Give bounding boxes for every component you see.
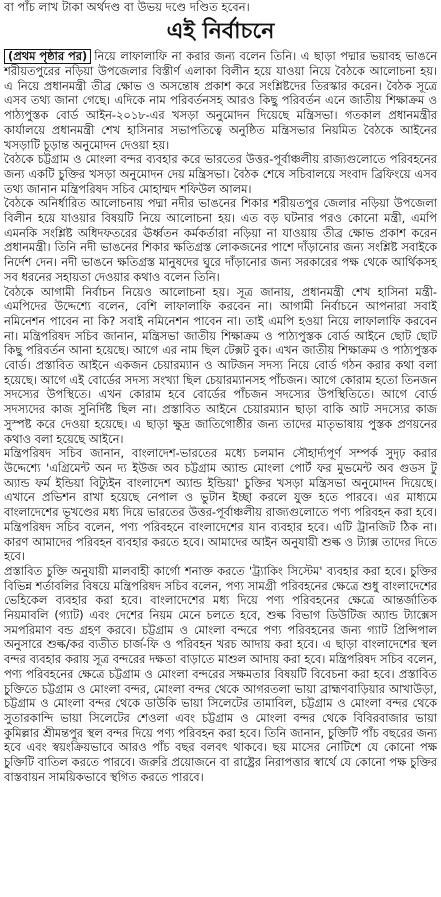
article-paragraph-2: বৈঠকে চট্টগ্রাম ও মোংলা বন্দর ব্যবহার করে ভারতের উত্তর-পূর্বাঞ্চলীয় রাজ্যগুলোতে পরিবহনের জন্য একটি চুক্তির খসড়া অনুমোদন দেয় মন্ত্রিসভা। বৈঠক শেষে সচিবালয়ে সংবাদ ব্রিফিংয়ে এসব তথ্য জানান মন্ত্রিপরিষদ সচিব মোহাম্মদ শফিউল আলম। <box>4 152 437 196</box>
article-paragraph-3: বৈঠকে অনির্ধারিত আলোচনায় পদ্মা নদীর ভাঙনের শিকার শরীয়তপুর জেলার নড়িয়া উপজেলা বিলীন হয়ে যাওয়ার বিষয়টি নিয়ে আলোচনা হয়। এত বড় ঘটনার পরও কোনো মন্ত্রী, এমপি এমনকি সংশ্লিষ্ট অধিদফতরের ঊর্ধ্বতন কর্মকর্তারা নড়িয়া না যাওয়ায় তীব্র ক্ষোভ প্রকাশ করেন প্রধানমন্ত্রী। তিনি নদী ভাঙনের শিকার ক্ষতিগ্রস্ত লোকজনের পাশে দাঁড়ানোর জন্য সংশ্লিষ্ট সবাইকে নির্দেশ দেন। নদী ভাঙনে ক্ষতিগ্রস্ত মানুষদের ঘুরে দাঁড়ানোর জন্য সরকারের পক্ষ থেকে আর্থিকসহ সব ধরনের সহায়তা দেওয়ার কথাও বলেন তিনি। <box>4 196 437 284</box>
article-paragraph-5: মন্ত্রিপরিষদ সচিব জানান, বাংলাদেশ-ভারতের মধ্যে চলমান সৌহার্দ্যপূর্ণ সম্পর্ক সুদৃঢ় করার উদ্দেশ্যে 'এগ্রিমেন্ট অন দ্য ইউজ অব চট্টগ্রাম অ্যান্ড মোংলা পোর্ট ফর মুভমেন্ট অব গুডস টু অ্যান্ড ফর্ম ইন্ডিয়া বিট্যুইন বাংলাদেশ অ্যান্ড ইন্ডিয়া' চুক্তির খসড়া মন্ত্রিসভা অনুমোদন দিয়েছে। এখানে প্রভিশন রাখা হয়েছে নেপাল ও ভুটান ইচ্ছা করলে যুক্ত হতে পারবে। এর মাধ্যমে বাংলাদেশের ভূখণ্ডের মধ্য দিয়ে ভারতের উত্তর-পূর্বাঞ্চলীয় রাজ্যগুলোতে পণ্য পরিবহন করা হবে। মন্ত্রিপরিষদ সচিব বলেন, পণ্য পরিবহনে বাংলাদেশের যান ব্যবহার হবে। এটি ট্রানজিট ঠিক না। কারণ আমাদের পরিবহন ব্যবহার করতে হবে। আমাদের আইন অনুযায়ী শুল্ক ও ট্যাক্স তাদের দিতে হবে। <box>4 446 437 564</box>
continuation-tag: (প্রথম পৃষ্ঠার পর) <box>4 49 91 64</box>
article-paragraph-1 <box>4 49 437 152</box>
article-paragraph-4: বৈঠকে আগামী নির্বাচন নিয়েও আলোচনা হয়। সূত্র জানায়, প্রধানমন্ত্রী শেখ হাসিনা মন্ত্রী-এমপিদের উদ্দেশ্যে বলেন, বেশি লাফালাফি করবেন না। আগামী নির্বাচনে আপনারা সবাই নমিনেশন পাবেন না কি? সবাই নমিনেশন পাবেন না। তাই এমপি হওয়া নিয়ে লাফালাফি করবেন না। মন্ত্রিপরিষদ সচিব জানান, মন্ত্রিসভা জাতীয় শিক্ষাক্রম ও পাঠ্যপুস্তক বোর্ড আইনে ছোট ছোট কিছু পরিবর্তন আনা হয়েছে। আগে এর নাম ছিল টেক্সট বুক। এখন জাতীয় শিক্ষাক্রম ও পাঠ্যপুস্তক বোর্ড। প্রস্তাবিত আইনে একজন চেয়ারম্যান ও আটজন সদস্য নিয়ে বোর্ড গঠন করার কথা বলা হয়েছে। আগে এই বোর্ডের সদস্য সংখ্যা ছিল চেয়ারম্যানসহ পাঁচজন। আগে কোরাম হতো তিনজন সদস্যের উপস্থিতে। এখন কোরাম হবে বোর্ডের পাঁচজন সদস্যের উপস্থিতিতে। আগে বোর্ড সদস্যদের কাজ সুনির্দিষ্ট ছিল না। প্রস্তাবিত আইনে চেয়ারম্যান ছাড়া বাকি আট সদস্যের কাজ সুস্পষ্ট করে দেওয়া হয়েছে। এ ছাড়া ক্ষুদ্র জাতিগোষ্ঠীর জন্য তাদের মাতৃভাষায় পুস্তক প্রণয়নের কথাও বলা হয়েছে আইনে। <box>4 284 437 446</box>
article-body <box>4 49 437 784</box>
article-paragraph-6: প্রস্তাবিত চুক্তি অনুযায়ী মালবাহী কার্গো শনাক্ত করতে 'ট্র্যাকিং সিস্টেম' ব্যবহার করা হবে। চুক্তির বিভিন্ন শর্তাবলির বিষয়ে মন্ত্রিপরিষদ সচিব বলেন, পণ্য সামগ্রী পরিবহনের ক্ষেত্রে শুধু বাংলাদেশের ভেহিকেল ব্যবহার করা হবে। বাংলাদেশের মধ্য দিয়ে পণ্য পরিবহনের ক্ষেত্রে আন্তর্জাতিক নিয়মাবলি (গ্যাট) এবং দেশের নিয়ম মেনে চলতে হবে, শুল্ক বিভাগ ডিউটিজ অ্যান্ড ট্যাক্সেস সমপরিমাণ বন্ড গ্রহণ করবে। চট্টগ্রাম ও মোংলা বন্দরে পণ্য পরিবহনের জন্য গ্যাট প্রিন্সিপাল অনুসারে শুল্ক/কর ব্যতীত চার্জ-ফি ও পরিবহন খরচ আদায় করা হবে। এ ছাড়া বাংলাদেশের স্থল বন্দর ব্যবহার করায় সূত্র বন্দরের দক্ষতা বাড়াতে মাশুল আদায় করা হবে। মন্ত্রিপরিষদ সচিব বলেন, পণ্য পরিবহনের ক্ষেত্রে চট্টগ্রাম ও মোংলা বন্দরের সক্ষমতার বিষয়টি বিবেচনা করা হবে। প্রস্তাবিত চুক্তিতে চট্টগ্রাম ও মোংলা বন্দর, মোংলা বন্দর থেকে আগরতলা ভায়া ব্রাহ্মণবাড়িয়ার আখাউড়া, চট্টগ্রাম ও মোংলা বন্দর থেকে ডাউকি ভায়া সিলেটের তামাবিল, চট্টগ্রাম ও মোংলা বন্দর থেকে সুতারকান্দি ভায়া সিলেটের শেওলা এবং চট্টগ্রাম ও মোংলা বন্দর থেকে বিবিরবাজার ভায়া কুমিল্লার শ্রীমন্তপুর স্থল বন্দর দিয়ে পণ্য পরিবহন করা হবে। তিনি জানান, চুক্তিটি পাঁচ বছরের জন্য হবে এবং স্বয়ংক্রিয়ভাবে আরও পাঁচ বছর বলবৎ থাকবে। ছয় মাসের নোটিশে যে কোনো পক্ষ চুক্তিটি বাতিল করতে পারবে। জরুরি প্রয়োজনে বা রাষ্ট্রের নিরাপত্তার স্বার্থে যে কোনো পক্ষ চুক্তির বাস্তবায়ন সাময়িকভাবে স্থগিত করতে পারবে। <box>4 563 437 784</box>
previous-article-last-line: বা পাঁচ লাখ টাকা অর্থদণ্ড বা উভয় দণ্ডে দণ্ডিত হবেন। <box>4 0 250 14</box>
article-headline: এই নির্বাচনে <box>166 18 275 44</box>
paragraph-text: নিয়ে লাফালাফি না করার জন্য বলেন তিনি। এ ছাড়া পদ্মার ভয়াবহ ভাঙনে শরীয়তপুরের নড়িয়া উপজেলার বিস্তীর্ণ এলাকা বিলীন হয়ে যাওয়া নিয়ে বৈঠকে আলোচনা হয়। এ নিয়ে প্রধানমন্ত্রী তীব্র ক্ষোভ ও অসন্তোষ প্রকাশ করে সংশ্লিষ্টদের তিরস্কার করেন। বৈঠক সূত্রে এসব তথ্য জানা গেছে। এদিকে নাম পরিবর্তনসহ আরও কিছু পরিবর্তন এনে জাতীয় শিক্ষাক্রম ও পাঠ্যপুস্তক বোর্ড আইন-২০১৮-এর খসড়া অনুমোদন দিয়েছে মন্ত্রিসভা। গতকাল প্রধানমন্ত্রীর কার্যালয়ে প্রধানমন্ত্রী শেখ হাসিনার সভাপতিত্বে অনুষ্ঠিত মন্ত্রিসভার নিয়মিত বৈঠকে আইনের খসড়াটি চূড়ান্ত অনুমোদন দেওয়া হয়। <box>4 49 437 152</box>
